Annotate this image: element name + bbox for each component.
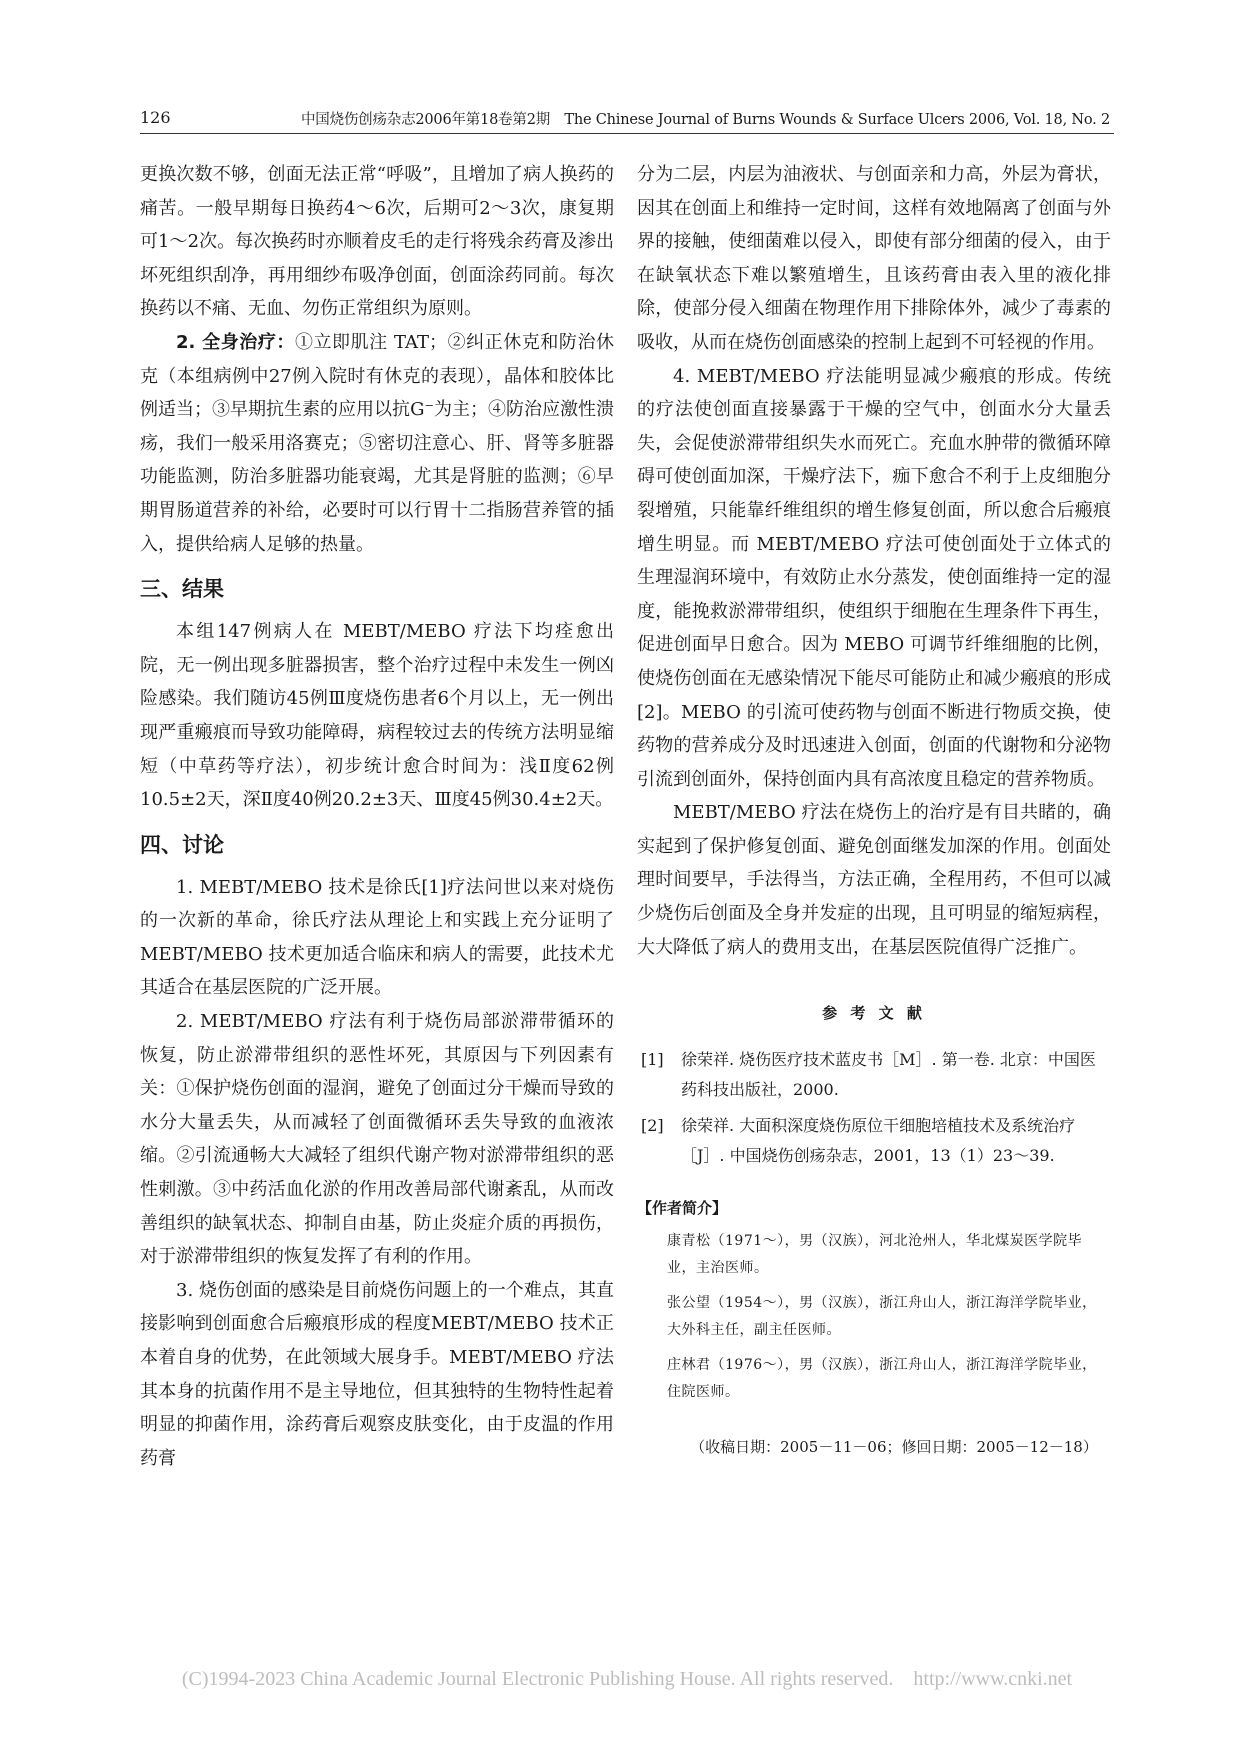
reference-item: [637, 1045, 1111, 1105]
reference-item: [637, 1111, 1111, 1171]
author-bio: 康青松（1971～），男（汉族），河北沧州人，华北煤炭医学院毕业，主治医师。: [667, 1233, 1083, 1277]
reference-text: 徐荣祥. 烧伤医疗技术蓝皮书［M］. 第一卷. 北京：中国医药科技出版社，2000.: [681, 1050, 1096, 1100]
running-head: 中国烧伤创疡杂志2006年第18卷第2期 The Chinese Journal of Burns Wounds & Surface Ulcers 2006, Vol. 18, No. 2: [300, 112, 1110, 128]
results-paragraph: 本组147例病人在 MEBT/MEBO 疗法下均痊愈出院，无一例出现多脏器损害，整个治疗过程中未发生一例凶险感染。我们随访45例Ⅲ度烧伤患者6个月以上，无一例出现严重瘢痕而导致功能障碍，病程较过去的传统方法明显缩短（中草药等疗法），初步统计愈合时间为：浅Ⅱ度62例10.5±2天，深Ⅱ度40例20.2±3天、Ⅲ度45例30.4±2天。: [140, 621, 614, 811]
references-heading: 参 考 文 献: [822, 1004, 926, 1023]
discussion-point-3: 3. 烧伤创面的感染是目前烧伤问题上的一个难点，其直接影响到创面愈合后瘢痕形成的程度MEBT/MEBO 技术正本着自身的优势，在此领域大展身手。MEBT/MEBO 疗法其本身的抗菌作用不是主导地位，但其独特的生物特性起着明显的抑菌作用，涂药膏后观察皮肤变化，由于皮温的作用药膏: [140, 1279, 614, 1469]
systemic-treatment-body: ①立即肌注 TAT；②纠正休克和防治休克（本组病例中27例入院时有休克的表现），晶体和胶体比例适当；③早期抗生素的应用以抗G⁻为主；④防治应激性溃疡，我们一般采用洛赛克；⑤密切注意心、肝、肾等多脏器功能监测，防治多脏器功能衰竭，尤其是肾脏的监测；⑥早期胃肠道营养的补给，必要时可以行胃十二指肠营养管的插入，提供给病人足够的热量。: [140, 331, 614, 555]
right-column: [637, 158, 1111, 1457]
author-bio: 庄林君（1976～），男（汉族），浙江舟山人，浙江海洋学院毕业，住院医师。: [667, 1357, 1097, 1401]
systemic-treatment-paragraph: [140, 326, 614, 561]
reference-number: [1]: [641, 1050, 664, 1070]
reference-number: [2]: [641, 1116, 664, 1136]
discussion-point-2: 2. MEBT/MEBO 疗法有利于烧伤局部淤滞带循环的恢复，防止淤滞带组织的恶性坏死，其原因与下列因素有关：①保护烧伤创面的湿润，避免了创面过分干燥而导致的水分大量丢失，从而减轻了创面微循环丢失导致的血液浓缩。②引流通畅大大减轻了组织代谢产物对淤滞带组织的恶性刺激。③中药活血化淤的作用改善局部代谢紊乱，从而改善组织的缺氧状态、抑制自由基，防止炎症介质的再损伤，对于淤滞带组织的恢复发挥了有利的作用。: [140, 1011, 614, 1268]
continued-paragraph-right: 分为二层，内层为油液状、与创面亲和力高，外层为膏状，因其在创面上和维持一定时间，这样有效地隔离了创面与外界的接触，使细菌难以侵入，即使有部分细菌的侵入，由于在缺氧状态下难以繁殖增生，且该药膏由表入里的液化排除，使部分侵入细菌在物理作用下排除体外，减少了毒素的吸收，从而在烧伤创面感染的控制上起到不可轻视的作用。: [637, 164, 1111, 353]
received-dates: （收稿日期：2005－11－06；修回日期：2005－12－18）: [690, 1438, 1098, 1457]
author-bio-heading: 【作者简介】: [637, 1199, 728, 1218]
continued-paragraph: 更换次数不够，创面无法正常“呼吸”，且增加了病人换药的痛苦。一般早期每日换药4～6次，后期可2～3次，康复期可1～2次。每次换药时亦顺着皮毛的走行将残余药膏及渗出坏死组织刮净，再用细纱布吸净创面，创面涂药同前。每次换药以不痛、无血、勿伤正常组织为原则。: [140, 164, 614, 320]
discussion-point-1: 1. MEBT/MEBO 技术是徐氏[1]疗法问世以来对烧伤的一次新的革命，徐氏疗法从理论上和实践上充分证明了 MEBT/MEBO 技术更加适合临床和病人的需要，此技术尤其适合在基层医院的广泛开展。: [140, 876, 614, 999]
author-bio: 张公望（1954～），男（汉族），浙江舟山人，浙江海洋学院毕业，大外科主任，副主任医师。: [667, 1295, 1097, 1339]
section-heading-discussion: 四、讨论: [140, 832, 224, 857]
conclusion-paragraph: MEBT/MEBO 疗法在烧伤上的治疗是有目共睹的，确实起到了保护修复创面、避免创面继发加深的作用。创面处理时间要早，手法得当，方法正确，全程用药，不但可以减少烧伤后创面及全身并发症的出现，且可明显的缩短病程，大大降低了病人的费用支出，在基层医院值得广泛推广。: [637, 802, 1111, 958]
section-heading-results: 三、结果: [140, 577, 224, 602]
systemic-treatment-lead: 2. 全身治疗：: [176, 331, 295, 353]
header-rule: [140, 133, 1114, 134]
left-column: [140, 158, 614, 1475]
discussion-point-4: 4. MEBT/MEBO 疗法能明显减少瘢痕的形成。传统的疗法使创面直接暴露于干燥的空气中，创面水分大量丢失，会促使淤滞带组织失水而死亡。充血水肿带的微循环障碍可使创面加深，干燥疗法下，痂下愈合不利于上皮细胞分裂增殖，只能靠纤维组织的增生修复创面，所以愈合后瘢痕增生明显。而 MEBT/MEBO 疗法可使创面处于立体式的生理湿润环境中，有效防止水分蒸发，使创面维持一定的湿度，能挽救淤滞带组织，使组织于细胞在生理条件下再生，促进创面早日愈合。因为 MEBO 可调节纤维细胞的比例，使烧伤创面在无感染情况下能尽可能防止和减少瘢痕的形成[2]。MEBO 的引流可使药物与创面不断进行物质交换，使药物的营养成分及时迅速进入创面，创面的代谢物和分泌物引流到创面外，保持创面内具有高浓度且稳定的营养物质。: [637, 365, 1111, 790]
page-number: 126: [140, 108, 171, 127]
reference-text: 徐荣祥. 大面积深度烧伤原位干细胞培植技术及系统治疗［J］. 中国烧伤创疡杂志，2001，13（1）23～39.: [681, 1116, 1076, 1166]
copyright-footer: (C)1994-2023 China Academic Journal Electronic Publishing House. All rights reserved. http://www.cnki.net: [181, 1668, 1073, 1690]
